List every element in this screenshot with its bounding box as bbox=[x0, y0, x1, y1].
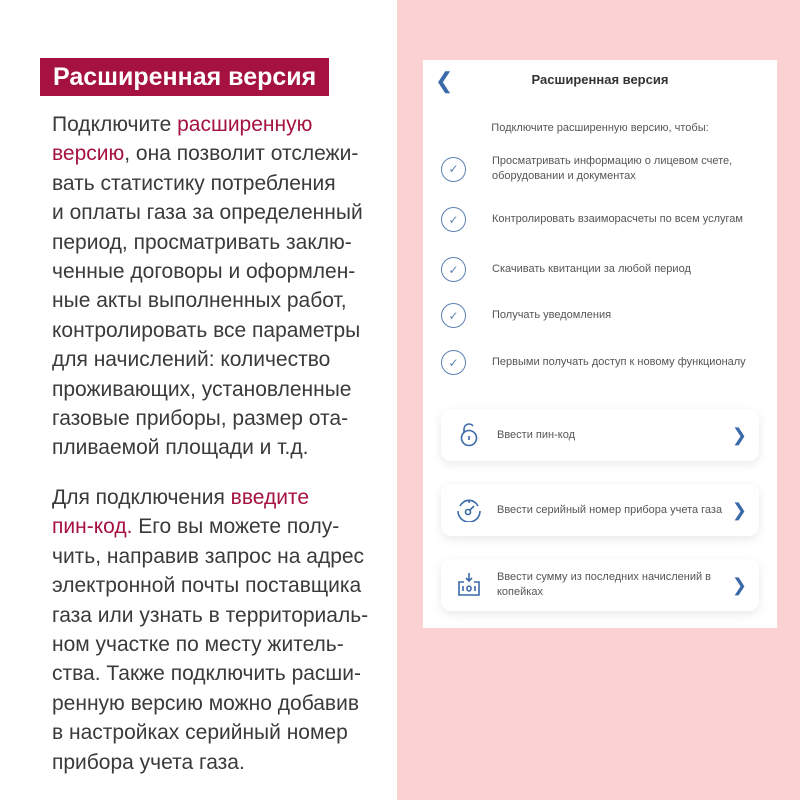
text-segment: контролировать все параметры bbox=[52, 318, 361, 342]
highlighted-text: введите bbox=[230, 486, 309, 509]
app-screen bbox=[423, 60, 777, 628]
highlighted-text: пин-код. bbox=[52, 515, 133, 539]
feature-item: ✓ Просматривать информацию о лицевом счете, оборудовании и документах bbox=[441, 154, 752, 184]
check-circle-icon: ✓ bbox=[441, 157, 466, 182]
text-line bbox=[52, 659, 368, 688]
text-segment: электронной почты поставщика bbox=[52, 574, 362, 598]
check-circle-icon: ✓ bbox=[441, 303, 466, 328]
text-segment: период, просматривать заклю- bbox=[52, 230, 352, 254]
text-segment: для начислений: количество bbox=[52, 348, 331, 372]
check-circle-icon: ✓ bbox=[441, 207, 466, 232]
feature-item: ✓ Получать уведомления bbox=[441, 303, 752, 328]
text-segment: ные акты выполненных работ, bbox=[52, 289, 347, 313]
text-line bbox=[52, 748, 368, 777]
text-line bbox=[52, 542, 368, 571]
text-line bbox=[52, 571, 368, 600]
text-segment: Подключите bbox=[52, 113, 178, 136]
text-line bbox=[52, 169, 363, 198]
subtitle: Подключите расширенную версию, чтобы: bbox=[491, 122, 709, 134]
check-circle-icon: ✓ bbox=[441, 257, 466, 282]
chevron-left-icon: ❮ bbox=[435, 68, 454, 93]
text-segment: ченные договоры и оформлен- bbox=[52, 260, 356, 284]
download-counter-icon bbox=[441, 572, 497, 598]
text-line bbox=[52, 375, 363, 404]
text-line bbox=[52, 512, 368, 541]
feature-item: ✓ Скачивать квитанции за любой период bbox=[441, 257, 752, 282]
text-line bbox=[52, 198, 363, 227]
text-segment: ном участке по месту житель- bbox=[52, 633, 344, 657]
text-segment: и оплаты газа за определенный bbox=[52, 201, 363, 225]
enter-pin-button[interactable]: Ввести пин-код ❯ bbox=[441, 409, 759, 461]
title-banner: Расширенная версия bbox=[40, 58, 329, 96]
text-line bbox=[52, 483, 368, 512]
text-line bbox=[52, 718, 368, 747]
chevron-right-icon: ❯ bbox=[731, 574, 747, 595]
screen-title: Расширенная версия bbox=[531, 72, 669, 87]
paragraph-2 bbox=[52, 483, 368, 777]
text-line bbox=[52, 139, 363, 168]
text-line bbox=[52, 404, 363, 433]
text-line bbox=[52, 316, 363, 345]
paragraph-1 bbox=[52, 110, 363, 463]
lock-icon bbox=[441, 423, 497, 447]
text-line bbox=[52, 110, 363, 139]
text-segment: вать статистику потребления bbox=[52, 171, 336, 195]
chevron-right-icon: ❯ bbox=[731, 499, 747, 520]
text-segment: ренную версию можно добавив bbox=[52, 691, 359, 715]
text-line bbox=[52, 286, 363, 315]
text-line bbox=[52, 689, 368, 718]
info-panel bbox=[0, 0, 397, 800]
gauge-icon bbox=[441, 498, 497, 522]
text-line bbox=[52, 433, 363, 462]
text-segment: газовые приборы, размер ота- bbox=[52, 407, 349, 431]
enter-amount-button[interactable]: Ввести сумму из последних начислений в копейках ❯ bbox=[441, 559, 759, 611]
text-line bbox=[52, 228, 363, 257]
text-segment: прибора учета газа. bbox=[52, 750, 245, 774]
screenshot-panel bbox=[397, 0, 800, 800]
text-line bbox=[52, 630, 368, 659]
text-line bbox=[52, 601, 368, 630]
text-segment: Для подключения bbox=[52, 486, 231, 509]
text-segment: в настройках серийный номер bbox=[52, 721, 348, 745]
text-line bbox=[52, 345, 363, 374]
highlighted-text: версию bbox=[52, 142, 125, 166]
feature-item: ✓ Первыми получать доступ к новому функционалу bbox=[441, 350, 752, 375]
text-segment: Его вы можете полу- bbox=[132, 515, 340, 539]
text-segment: ства. Также подключить расши- bbox=[52, 662, 362, 686]
text-segment: газа или узнать в территориаль- bbox=[52, 603, 369, 627]
text-segment: пливаемой площади и т.д. bbox=[52, 436, 309, 460]
text-segment: чить, направив запрос на адрес bbox=[52, 544, 365, 568]
check-circle-icon: ✓ bbox=[441, 350, 466, 375]
highlighted-text: расширенную bbox=[177, 113, 313, 136]
text-line bbox=[52, 257, 363, 286]
chevron-right-icon: ❯ bbox=[731, 424, 747, 445]
feature-item: ✓ Контролировать взаиморасчеты по всем услугам bbox=[441, 207, 752, 232]
text-segment: проживающих, установленные bbox=[52, 377, 352, 401]
enter-serial-button[interactable]: Ввести серийный номер прибора учета газа ❯ bbox=[441, 484, 759, 536]
text-segment: , она позволит отслежи- bbox=[124, 142, 359, 166]
